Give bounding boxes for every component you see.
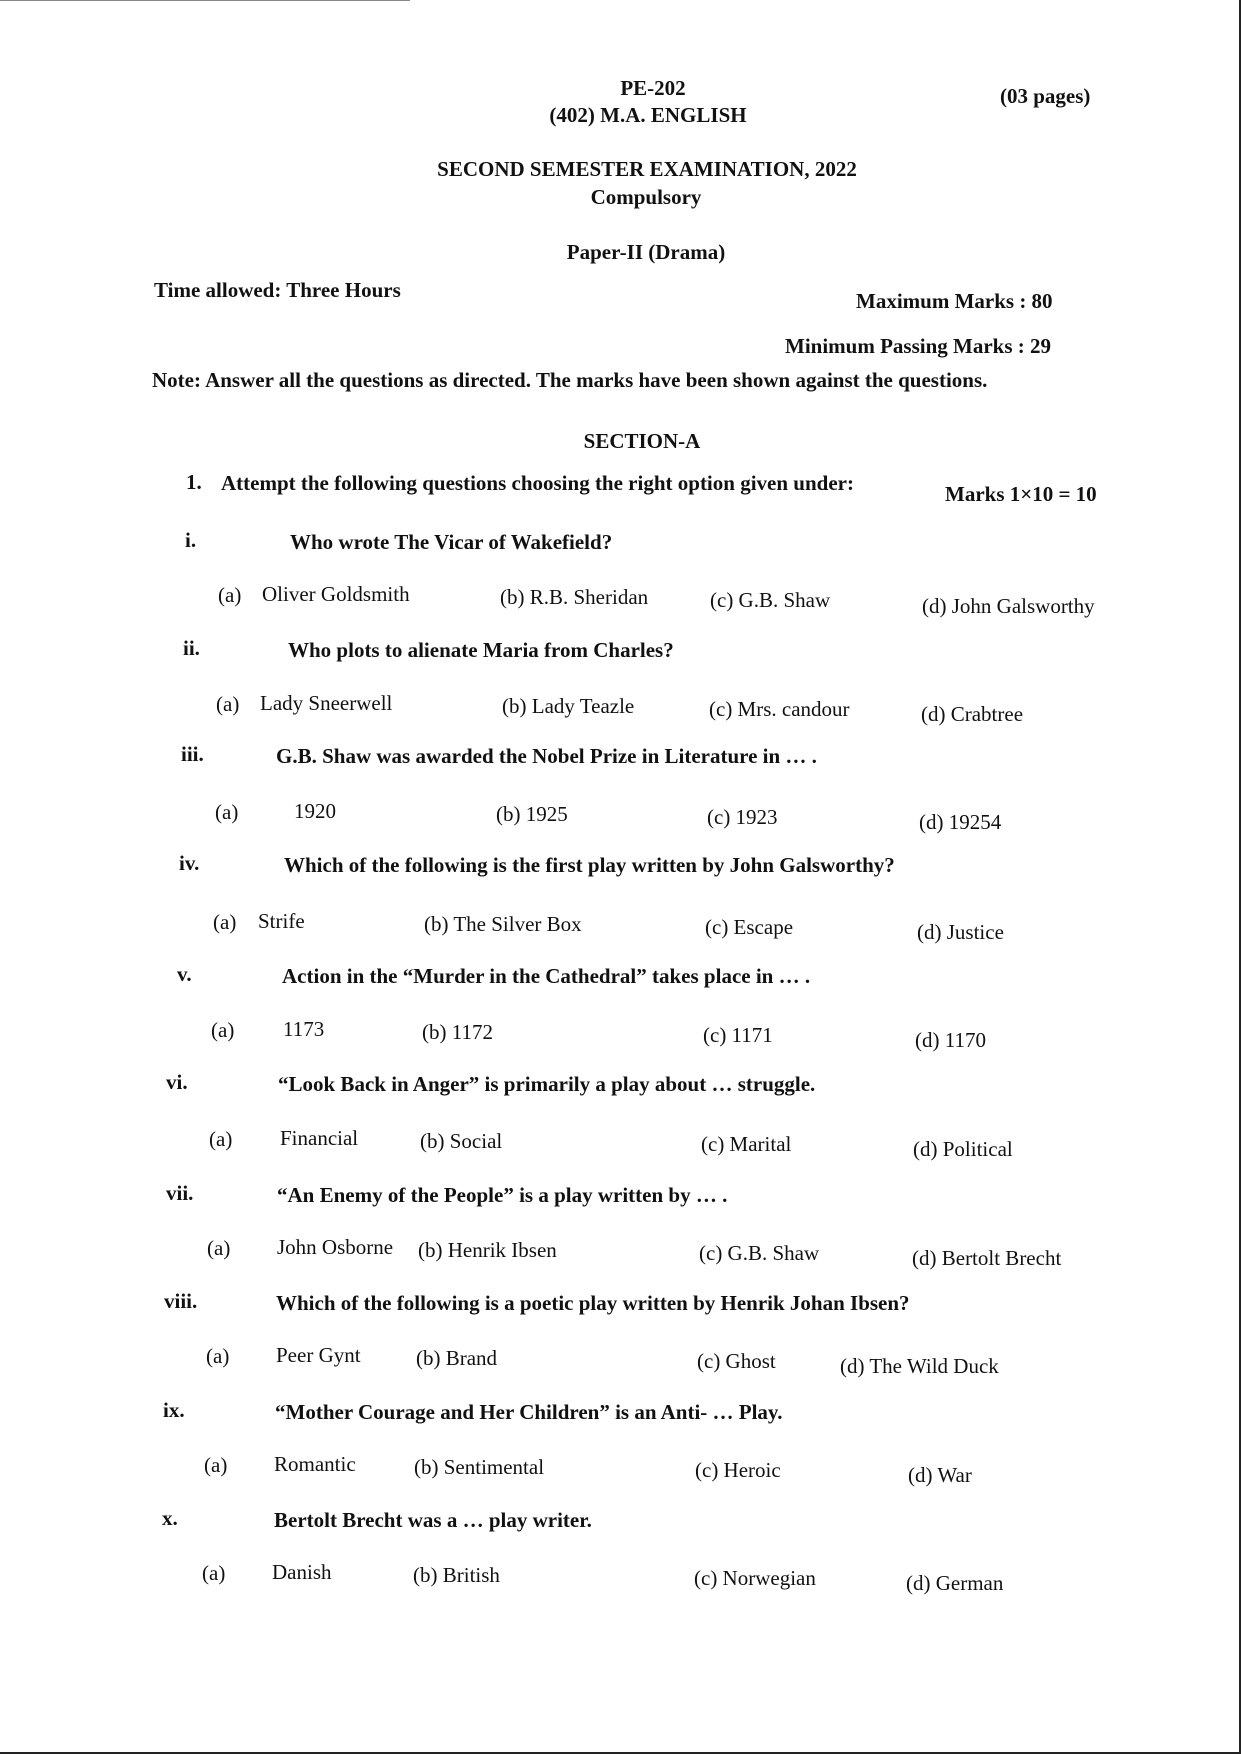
question-viii-option-a-label: (a): [206, 1344, 230, 1368]
question-ix-option-a-text: Romantic: [274, 1452, 356, 1476]
question-v-option-b: (b) 1172: [422, 1020, 493, 1044]
question-iii-option-d: (d) 19254: [919, 810, 1002, 834]
question-ix-option-c: (c) Heroic: [695, 1458, 781, 1482]
question-vi-option-a-text: Financial: [280, 1126, 359, 1150]
question-vi-text: “Look Back in Anger” is primarily a play about … struggle.: [278, 1072, 816, 1096]
instructions-note: Note: Answer all the questions as directed. The marks have been shown against the questions.: [152, 368, 988, 392]
question-i-option-b: (b) R.B. Sheridan: [500, 585, 649, 609]
exam-type: Compulsory: [590, 185, 702, 209]
question-iv-option-a-label: (a): [213, 910, 237, 934]
question-ix-option-d: (d) War: [908, 1463, 972, 1487]
question-v-text: Action in the “Murder in the Cathedral” takes place in … .: [282, 964, 811, 988]
question-viii-option-d: (d) The Wild Duck: [840, 1354, 999, 1378]
scan-edge-top: [0, 0, 410, 1]
paper-name: Paper-II (Drama): [566, 240, 726, 264]
question-vii-option-a-text: John Osborne: [277, 1235, 394, 1259]
question-ii-number: ii.: [183, 636, 200, 660]
question-vi-option-c: (c) Marital: [701, 1132, 792, 1156]
question-ii-option-b: (b) Lady Teazle: [502, 694, 635, 718]
question-ii-option-c: (c) Mrs. candour: [709, 697, 850, 721]
question-iii-option-c: (c) 1923: [707, 805, 778, 829]
question-viii-option-a-text: Peer Gynt: [276, 1343, 361, 1367]
question-x-text: Bertolt Brecht was a … play writer.: [274, 1508, 592, 1532]
exam-title: SECOND SEMESTER EXAMINATION, 2022: [437, 157, 857, 181]
question-v-option-a-text: 1173: [283, 1017, 325, 1041]
question-iii-number: iii.: [181, 742, 204, 766]
question-iv-option-a-text: Strife: [258, 909, 305, 933]
question-ii-text: Who plots to alienate Maria from Charles?: [288, 638, 674, 662]
question-iii-text: G.B. Shaw was awarded the Nobel Prize in Literature in … .: [276, 744, 817, 768]
question-vi-number: vi.: [166, 1070, 188, 1094]
question-iv-option-d: (d) Justice: [917, 920, 1004, 944]
question-vii-option-b: (b) Henrik Ibsen: [418, 1238, 557, 1262]
question-vi-option-b: (b) Social: [420, 1129, 503, 1153]
question-x-number: x.: [162, 1506, 178, 1530]
question-viii-option-c: (c) Ghost: [697, 1349, 776, 1373]
question-viii-option-b: (b) Brand: [416, 1346, 498, 1370]
question-x-option-a-label: (a): [202, 1561, 226, 1585]
question-viii-text: Which of the following is a poetic play written by Henrik Johan Ibsen?: [276, 1291, 910, 1315]
question-1-number: 1.: [186, 470, 202, 494]
question-ii-option-a-label: (a): [216, 692, 240, 716]
question-i-option-c: (c) G.B. Shaw: [710, 588, 831, 612]
section-title: SECTION-A: [583, 429, 701, 453]
question-i-option-d: (d) John Galsworthy: [922, 594, 1095, 618]
question-ix-text: “Mother Courage and Her Children” is an Anti- … Play.: [275, 1400, 783, 1424]
question-iii-option-a-label: (a): [215, 800, 239, 824]
question-x-option-b: (b) British: [413, 1563, 500, 1587]
question-i-option-a-label: (a): [218, 583, 242, 607]
question-x-option-a-text: Danish: [272, 1560, 332, 1584]
question-i-number: i.: [185, 528, 197, 552]
question-v-number: v.: [177, 962, 192, 986]
question-ix-option-a-label: (a): [204, 1453, 228, 1477]
question-v-option-c: (c) 1171: [703, 1023, 773, 1047]
question-ix-number: ix.: [163, 1398, 185, 1422]
question-iii-option-a-text: 1920: [294, 799, 336, 823]
question-i-text: Who wrote The Vicar of Wakefield?: [290, 530, 613, 554]
question-vii-option-d: (d) Bertolt Brecht: [912, 1246, 1062, 1270]
page-count: (03 pages): [1000, 84, 1091, 108]
question-ix-option-b: (b) Sentimental: [414, 1455, 545, 1479]
question-x-option-d: (d) German: [906, 1571, 1004, 1595]
question-ii-option-d: (d) Crabtree: [921, 702, 1024, 726]
question-vi-option-d: (d) Political: [913, 1137, 1013, 1161]
question-vii-text: “An Enemy of the People” is a play written by … .: [277, 1183, 728, 1207]
question-iv-number: iv.: [179, 851, 200, 875]
question-vii-option-c: (c) G.B. Shaw: [699, 1241, 820, 1265]
question-1-text: Attempt the following questions choosing the right option given under:: [221, 471, 854, 495]
question-x-option-c: (c) Norwegian: [694, 1566, 816, 1590]
question-viii-number: viii.: [164, 1289, 198, 1313]
question-vi-option-a-label: (a): [209, 1127, 233, 1151]
course-title: (402) M.A. ENGLISH: [549, 103, 747, 127]
question-iv-text: Which of the following is the first play written by John Galsworthy?: [284, 853, 895, 877]
question-iv-option-b: (b) The Silver Box: [424, 912, 582, 936]
question-ii-option-a-text: Lady Sneerwell: [260, 691, 393, 715]
question-iii-option-b: (b) 1925: [496, 802, 568, 826]
paper-code: PE-202: [620, 76, 686, 100]
question-iv-option-c: (c) Escape: [705, 915, 794, 939]
maximum-marks: Maximum Marks : 80: [856, 289, 1053, 313]
question-i-option-a-text: Oliver Goldsmith: [262, 582, 410, 606]
question-1-marks: Marks 1×10 = 10: [945, 482, 1097, 506]
question-v-option-d: (d) 1170: [915, 1028, 986, 1052]
minimum-passing-marks: Minimum Passing Marks : 29: [785, 334, 1052, 358]
question-vii-option-a-label: (a): [207, 1236, 231, 1260]
question-vii-number: vii.: [166, 1181, 194, 1205]
time-allowed: Time allowed: Three Hours: [154, 278, 401, 302]
question-v-option-a-label: (a): [211, 1018, 235, 1042]
